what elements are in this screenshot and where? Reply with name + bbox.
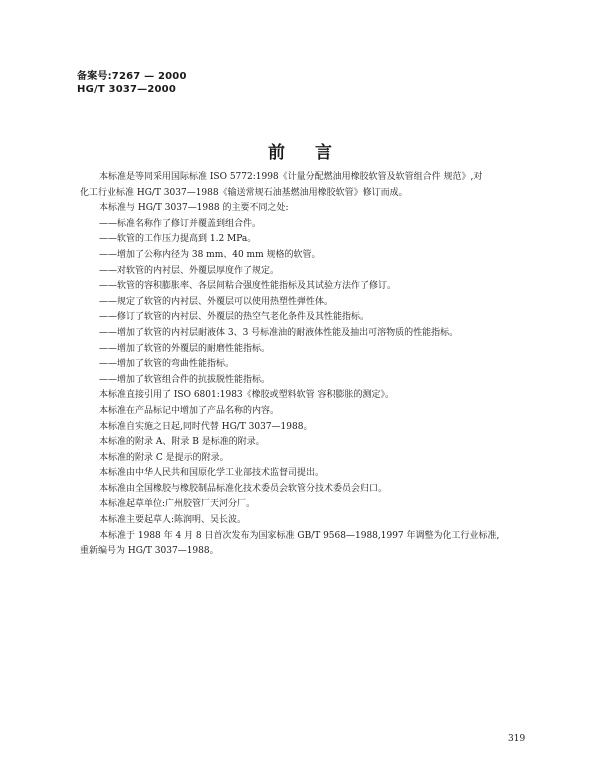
paragraph-line: 本标准的附录 A、附录 B 是标准的附录。 [99,437,265,448]
list-item: ——软管的工作压力提高到 1.2 MPa。 [99,234,257,245]
page-title: 前言 [268,143,362,163]
paragraph-line: 本标准是等同采用国际标准 ISO 5772:1998《计量分配燃油用橡胶软管及软管组合件 规范》,对 [99,172,483,182]
list-item: ——修订了软管的内衬层、外覆层的热空气老化条件及其性能指标。 [99,312,370,323]
list-item: ——标准名称作了修订并覆盖到组合件。 [99,218,262,229]
list-item: ——软管的容积膨胀率、各层间粘合强度性能指标及其试验方法作了修订。 [99,281,397,292]
paragraph-line: 本标准于 1988 年 4 月 8 日首次发布为国家标准 GB/T 9568—1988,1997 年调整为化工行业标准, [99,530,500,541]
paragraph-line: 本标准直接引用了 ISO 6801:1983《橡胶或塑料软管 容积膨胀的测定》。 [99,390,395,401]
list-item: ——对软管的内衬层、外覆层厚度作了规定。 [99,265,280,276]
document-header [77,70,187,96]
paragraph-line: 化工行业标准 HG/T 3037—1988《输送常规石油基燃油用橡胶软管》修订而成。 [80,187,408,198]
list-item: ——规定了软管的内衬层、外覆层可以使用热塑性弹性体。 [99,296,334,307]
record-number: 备案号:7267 — 2000 [77,71,187,82]
paragraph-line: 本标准起草单位:广州胶管厂天河分厂。 [99,499,256,510]
paragraph-line: 本标准的附录 C 是提示的附录。 [99,452,229,463]
paragraph-line: 重新编号为 HG/T 3037—1988。 [80,546,219,557]
paragraph-line: 本标准由全国橡胶与橡胶制品标准化技术委员会软管分技术委员会归口。 [99,483,388,494]
foreword-body [80,170,546,560]
page-number: 319 [508,734,526,744]
paragraph-line: 本标准自实施之日起,同时代替 HG/T 3037—1988。 [99,421,313,432]
paragraph-line: 本标准在产品标记中增加了产品名称的内容。 [99,405,280,416]
paragraph-line: 本标准与 HG/T 3037—1988 的主要不同之处: [99,203,289,214]
list-item: ——增加了软管组合件的抗拔脱性能指标。 [99,374,271,385]
list-item: ——增加了软管的内衬层耐液体 3、3 号标准油的耐液体性能及抽出可溶物质的性能指标。 [99,327,459,338]
list-item: ——增加了软管的外覆层的耐磨性能指标。 [99,343,271,354]
paragraph-line: 本标准主要起草人:陈润明、吴长波。 [99,515,247,526]
paragraph-line: 本标准由中华人民共和国原化学工业部技术监督司提出。 [99,468,325,479]
list-item: ——增加了公称内径为 38 mm、40 mm 规格的软管。 [99,249,321,260]
list-item: ——增加了软管的弯曲性能指标。 [99,359,235,370]
standard-number: HG/T 3037—2000 [77,84,176,95]
